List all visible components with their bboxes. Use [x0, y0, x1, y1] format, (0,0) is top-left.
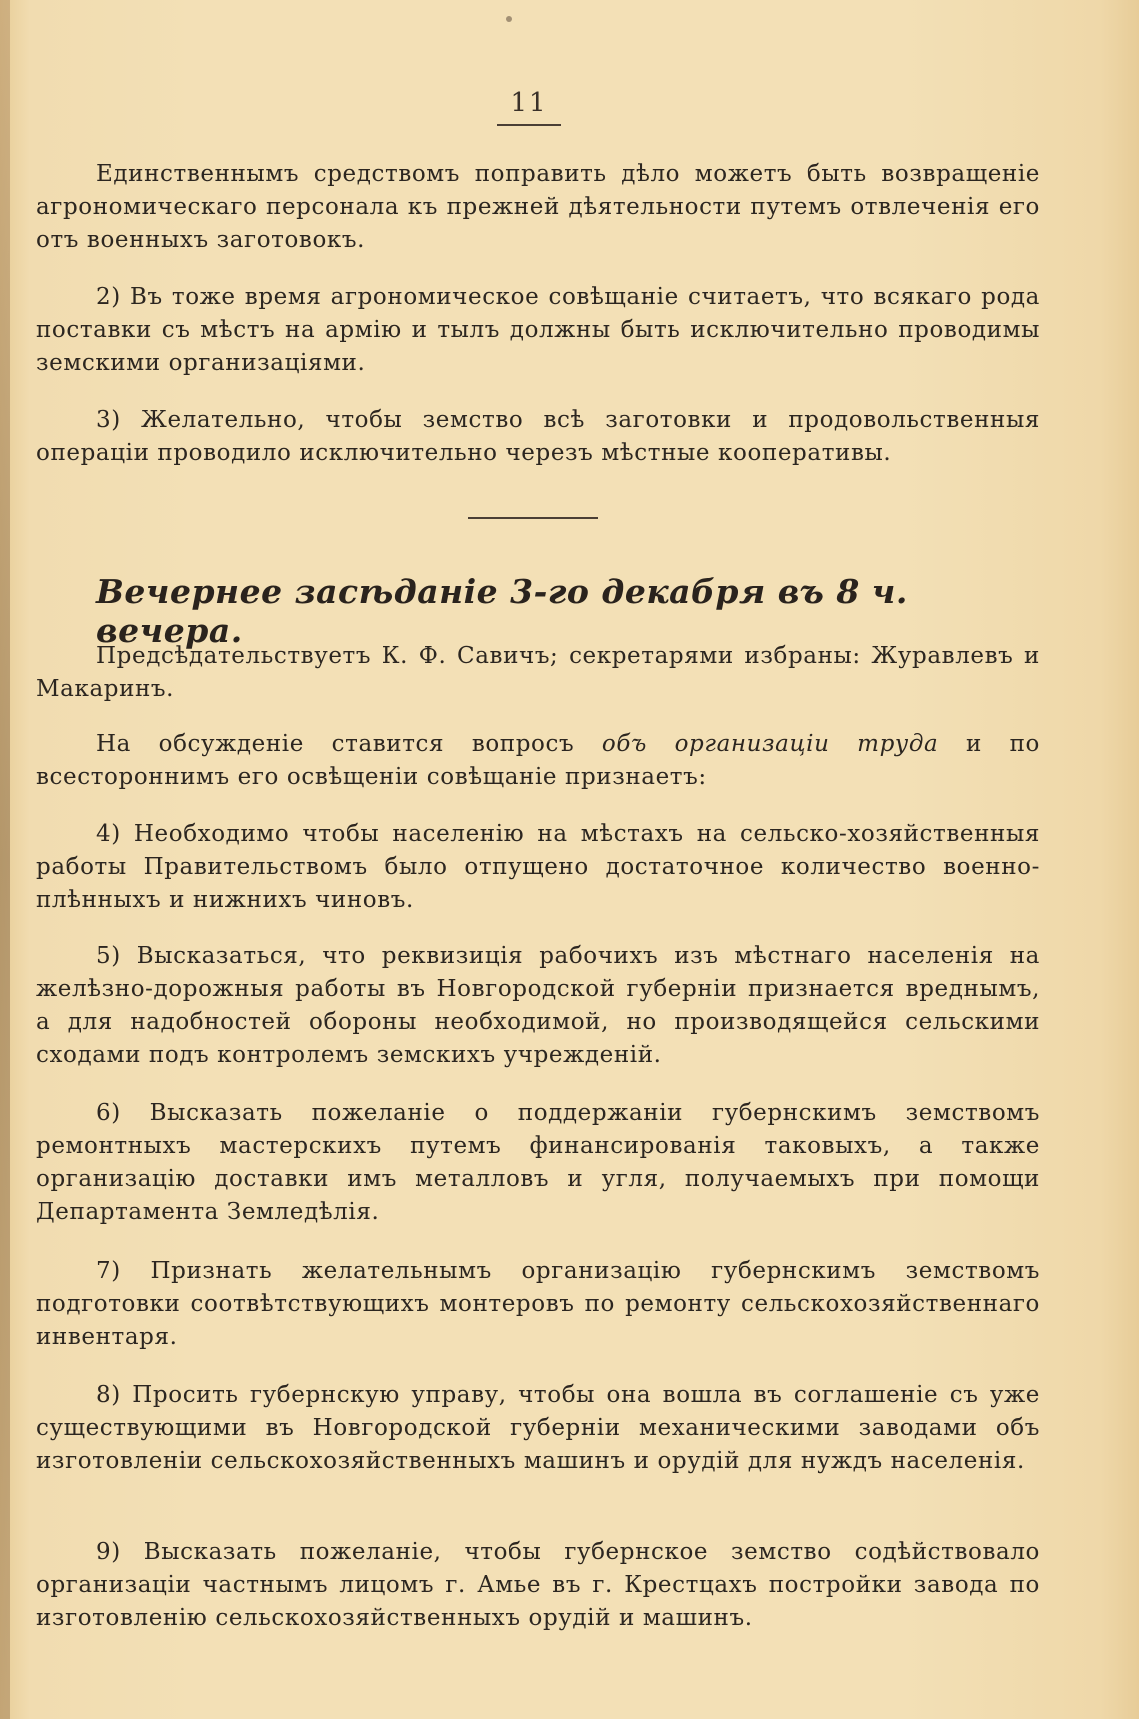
paragraph-item-9: [36, 1536, 1040, 1635]
agenda-text-end: и по всестороннимъ его освѣщеніи совѣщаніе признаетъ:: [36, 731, 1040, 790]
paragraph-chair: [36, 640, 1040, 706]
paragraph-item-8: [36, 1379, 1040, 1478]
section-divider: [468, 517, 598, 519]
paragraph-text: 2) Въ тоже время агрономическое совѣщаніе считаетъ, что всякаго рода поставки съ мѣстъ на армію и тылъ должны быть исключительно проводимы земскими организаціями.: [36, 284, 1040, 376]
page-number-underline: [497, 124, 561, 126]
agenda-topic-italic: объ организаціи труда: [601, 731, 939, 757]
agenda-text-start: На обсужденіе ставится вопросъ: [96, 731, 602, 757]
ink-speck: [506, 16, 512, 22]
paragraph-item-7: [36, 1255, 1040, 1354]
paragraph-item-2: [36, 281, 1040, 380]
paragraph-item-3: [36, 404, 1040, 470]
page-binding-edge: [0, 0, 10, 1719]
paragraph-text: 3) Желательно, чтобы земство всѣ заготовки и продовольственныя операціи проводило исключительно черезъ мѣстные кооперативы.: [36, 407, 1040, 466]
paragraph-text: 8) Просить губернскую управу, чтобы она вошла въ соглашеніе съ уже существующими въ Новгородской губерніи механическими заводами объ изготовленіи сельскохозяйственныхъ машинъ и орудій для нуждъ населенія.: [36, 1382, 1040, 1474]
paragraph-text: 4) Необходимо чтобы населенію на мѣстахъ на сельско-хозяйственныя работы Правительствомъ было отпущено достаточное количество военно-плѣнныхъ и нижнихъ чиновъ.: [36, 821, 1040, 913]
paragraph-text: 9) Высказать пожеланіе, чтобы губернское земство содѣйствовало организаціи частнымъ лицомъ г. Амье въ г. Крестцахъ постройки завода по изготовленію сельскохозяйственныхъ орудій и машинъ.: [36, 1539, 1040, 1631]
paragraph-remedy: [36, 158, 1040, 257]
paragraph-item-4: [36, 818, 1040, 917]
section-heading: Вечернее засѣданіе 3-го декабря въ 8 ч. вечера.: [96, 572, 908, 650]
paragraph-agenda: [36, 728, 1040, 794]
paragraph-text: 5) Высказаться, что реквизиція рабочихъ изъ мѣстнаго населенія на желѣзно-дорожныя работы въ Новгородской губерніи признается вреднымъ, а для надобностей обороны необходимой, но производящейся сельскими сходами подъ контролемъ земскихъ учрежденій.: [36, 943, 1040, 1068]
page-number: 11: [510, 88, 548, 118]
paragraph-item-6: [36, 1097, 1040, 1229]
paragraph-text: Единственнымъ средствомъ поправить дѣло можетъ быть возвращеніе агрономическаго персонала къ прежней дѣятельности путемъ отвлеченія его отъ военныхъ заготовокъ.: [36, 161, 1040, 253]
paragraph-text: [36, 728, 1040, 794]
paragraph-text: Предсѣдательствуетъ К. Ф. Савичъ; секретарями избраны: Журавлевъ и Макаринъ.: [36, 643, 1040, 702]
paragraph-item-5: [36, 940, 1040, 1072]
paragraph-text: 7) Признать желательнымъ организацію губернскимъ земствомъ подготовки соотвѣтствующихъ монтеровъ по ремонту сельскохозяйственнаго инвентаря.: [36, 1258, 1040, 1350]
paragraph-text: 6) Высказать пожеланіе о поддержаніи губернскимъ земствомъ ремонтныхъ мастерскихъ путемъ финансированія таковыхъ, а также организацію доставки имъ металловъ и угля, получаемыхъ при помощи Департамента Земледѣлія.: [36, 1100, 1040, 1225]
